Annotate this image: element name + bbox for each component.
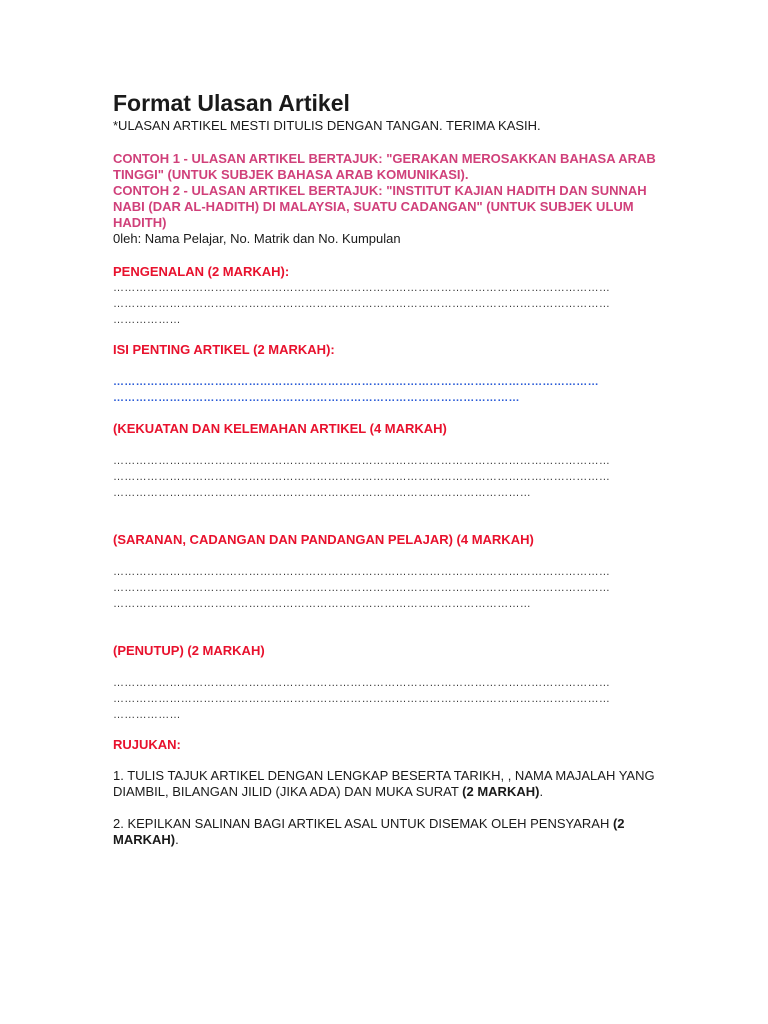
dotted-line: ………………………………………………………………………………………………… xyxy=(113,487,532,499)
handwriting-note: *ULASAN ARTIKEL MESTI DITULIS DENGAN TANGAN. TERIMA KASIH. xyxy=(113,118,541,133)
dotted-line: ………………………………………………………………………………………………… xyxy=(113,598,532,610)
rujukan-item-2-text: 2. KEPILKAN SALINAN BAGI ARTIKEL ASAL UNTUK DISEMAK OLEH PENSYARAH xyxy=(113,816,613,831)
dotted-line: …………………………………………………………………………………………………………………… xyxy=(113,677,611,689)
section-kekuatan: (KEKUATAN DAN KELEMAHAN ARTIKEL (4 MARKAH) xyxy=(113,421,447,436)
section-penutup: (PENUTUP) (2 MARKAH) xyxy=(113,643,265,658)
section-saranan: (SARANAN, CADANGAN DAN PANDANGAN PELAJAR) (4 MARKAH) xyxy=(113,532,534,547)
section-isi-penting: ISI PENTING ARTIKEL (2 MARKAH): xyxy=(113,342,335,357)
byline: 0leh: Nama Pelajar, No. Matrik dan No. Kumpulan xyxy=(113,231,401,246)
rujukan-item-1 xyxy=(113,768,658,800)
dotted-line: ……………… xyxy=(113,709,181,721)
dotted-line-link[interactable]: ………………………………………………………………………………………………………………… xyxy=(113,376,599,388)
rujukan-item-1-text: 1. TULIS TAJUK ARTIKEL DENGAN LENGKAP BESERTA TARIKH, , NAMA MAJALAH YANG DIAMBIL, BILANGAN JILID (JIKA ADA) DAN MUKA SURAT xyxy=(113,768,655,799)
dotted-line: …………………………………………………………………………………………………………………… xyxy=(113,582,611,594)
example-2: CONTOH 2 - ULASAN ARTIKEL BERTAJUK: "INSTITUT KAJIAN HADITH DAN SUNNAH NABI (DAR AL-HADITH) DI MALAYSIA, SUATU CADANGAN" (UNTUK SUBJEK ULUM HADITH) xyxy=(113,183,647,230)
dotted-line-link[interactable]: ……………………………………………………………………………………………… xyxy=(113,392,520,404)
dotted-line: …………………………………………………………………………………………………………………… xyxy=(113,298,611,310)
rujukan-item-2-end: . xyxy=(175,832,179,847)
dotted-line: …………………………………………………………………………………………………………………… xyxy=(113,282,611,294)
rujukan-item-1-marks: (2 MARKAH) xyxy=(462,784,540,799)
dotted-line: ……………… xyxy=(113,314,181,326)
section-rujukan: RUJUKAN: xyxy=(113,737,181,752)
dotted-line: …………………………………………………………………………………………………………………… xyxy=(113,471,611,483)
dotted-line: …………………………………………………………………………………………………………………… xyxy=(113,693,611,705)
example-1: CONTOH 1 - ULASAN ARTIKEL BERTAJUK: "GERAKAN MEROSAKKAN BAHASA ARAB TINGGI" (UNTUK SUBJEK BAHASA ARAB KOMUNIKASI). xyxy=(113,151,656,182)
rujukan-item-2 xyxy=(113,816,658,848)
section-pengenalan: PENGENALAN (2 MARKAH): xyxy=(113,264,290,279)
page-title: Format Ulasan Artikel xyxy=(113,90,350,116)
rujukan-item-2-marks: (2 MARKAH) xyxy=(113,816,625,847)
rujukan-item-1-end: . xyxy=(539,784,544,799)
document xyxy=(113,88,658,848)
dotted-line: …………………………………………………………………………………………………………………… xyxy=(113,566,611,578)
dotted-line: …………………………………………………………………………………………………………………… xyxy=(113,455,611,467)
